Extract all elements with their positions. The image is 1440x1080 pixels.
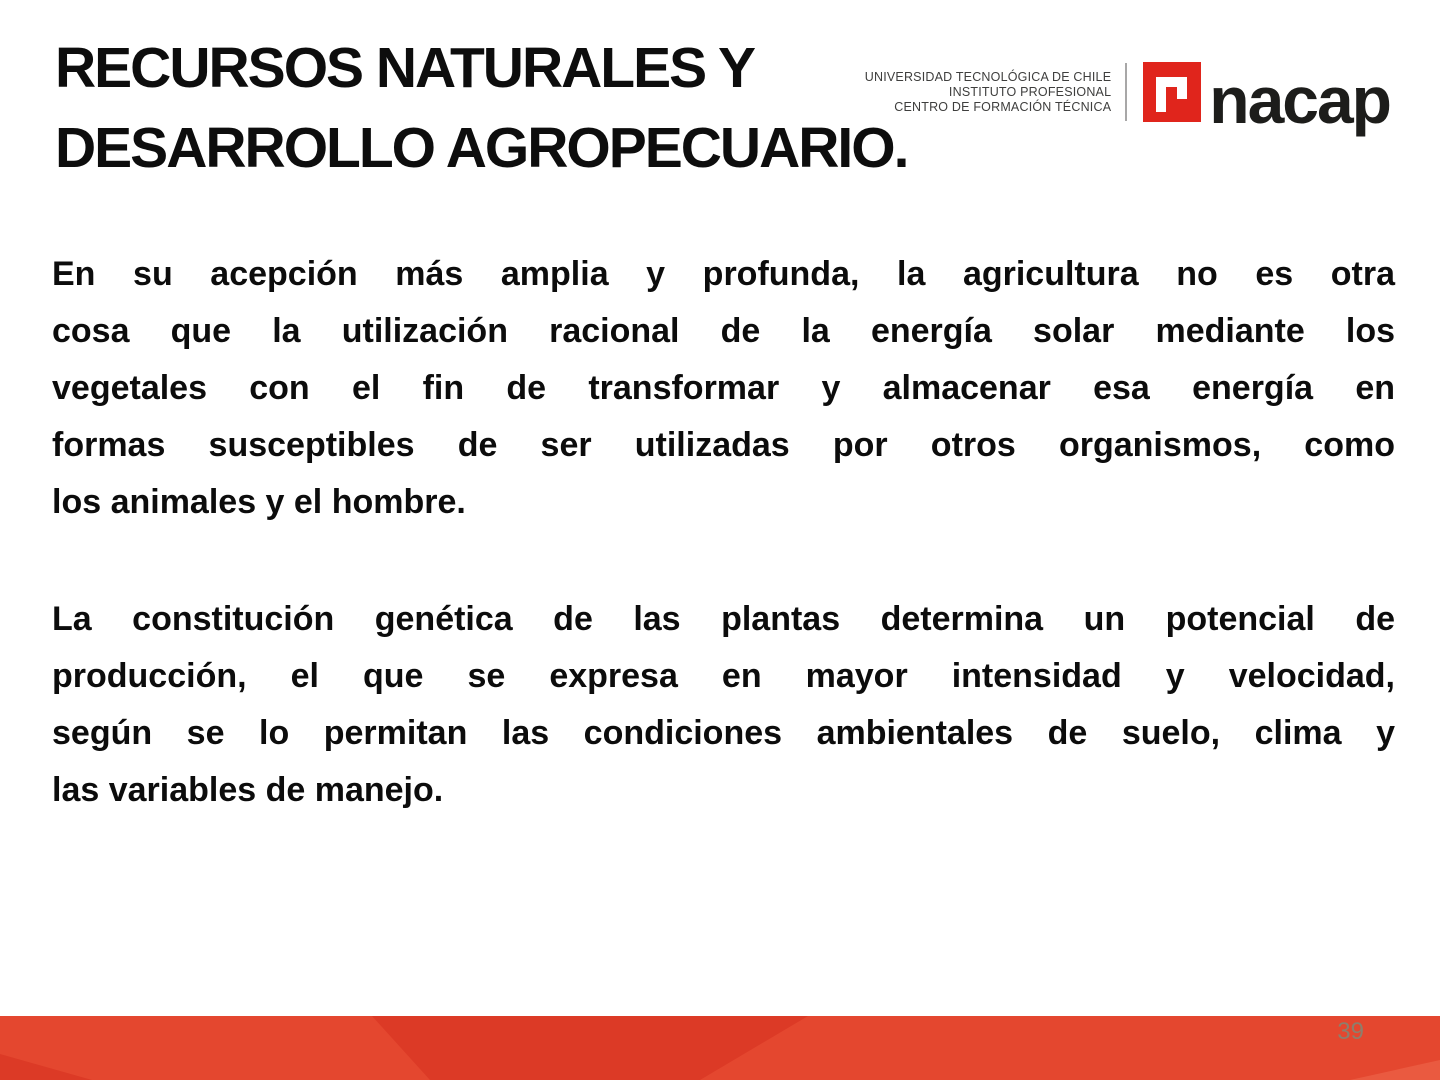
inacap-red-square-icon xyxy=(1143,62,1201,122)
slide-title xyxy=(55,28,907,188)
page-number: 39 xyxy=(1337,1018,1364,1045)
text-line: vegetales con el fin de transformar y almacenar esa energía en xyxy=(52,369,1395,407)
paragraph-1 xyxy=(52,246,1395,531)
logo-divider-line xyxy=(1125,63,1127,121)
footer-red-band xyxy=(0,1016,1440,1080)
text-line: las variables de manejo. xyxy=(52,771,444,809)
text-line: UNIVERSIDAD TECNOLÓGICA DE CHILE xyxy=(864,69,1112,84)
text-line: producción, el que se expresa en mayor intensidad y velocidad, xyxy=(52,657,1395,695)
paragraph-2 xyxy=(52,591,1395,819)
text-line: según se lo permitan las condiciones ambientales de suelo, clima y xyxy=(52,714,1395,752)
slide-body-text xyxy=(52,246,1395,879)
text-line: CENTRO DE FORMACIÓN TÉCNICA xyxy=(894,99,1112,114)
footer-chevron-shape xyxy=(0,1016,1440,1080)
title-line-1: RECURSOS NATURALES Y xyxy=(55,36,754,100)
inacap-brand xyxy=(1143,62,1390,137)
text-line: los animales y el hombre. xyxy=(52,483,466,521)
text-line: En su acepción más amplia y profunda, la agricultura no es otra xyxy=(52,255,1395,293)
institution-name-lines xyxy=(865,70,1112,115)
text-line: La constitución genética de las plantas determina un potencial de xyxy=(52,600,1395,638)
text-line: INSTITUTO PROFESIONAL xyxy=(948,84,1112,99)
text-line: formas susceptibles de ser utilizadas por otros organismos, como xyxy=(52,426,1395,464)
inacap-i-glyph-icon xyxy=(1156,77,1187,112)
title-line-2: DESARROLLO AGROPECUARIO. xyxy=(55,116,908,180)
text-line: cosa que la utilización racional de la energía solar mediante los xyxy=(52,312,1395,350)
inacap-header-logo xyxy=(864,62,1390,137)
inacap-brand-text: nacap xyxy=(1209,63,1390,137)
